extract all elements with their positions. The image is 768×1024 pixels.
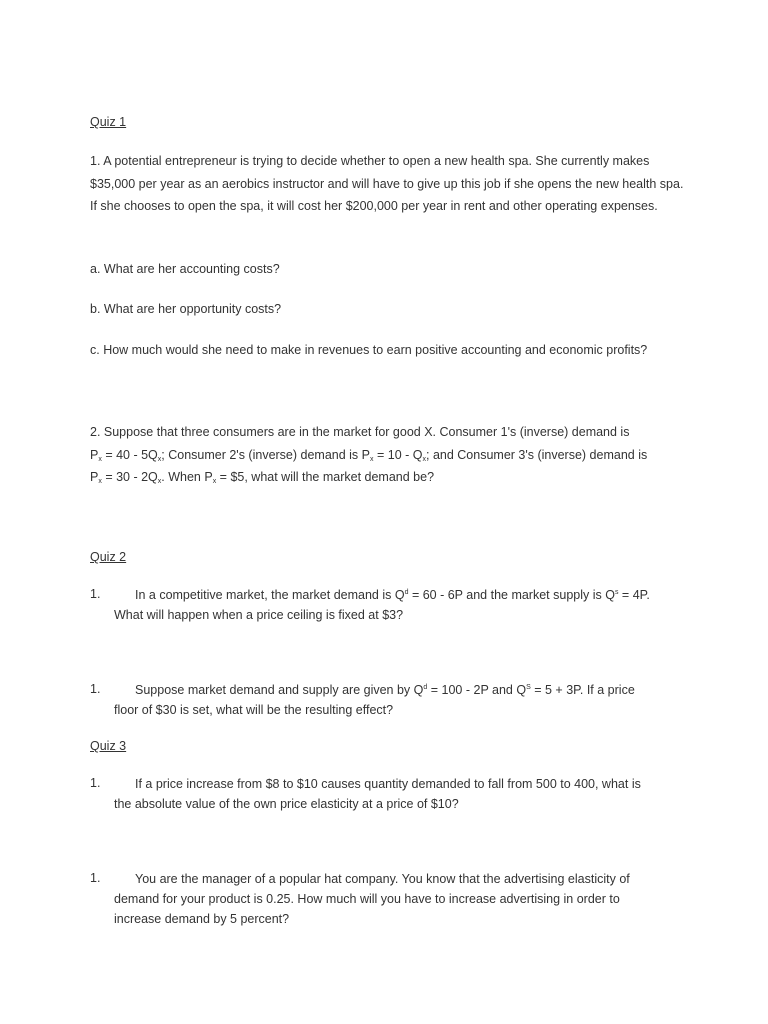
q2-p-symbol: P bbox=[90, 447, 99, 462]
q-superscript: S bbox=[526, 684, 531, 691]
q-line-2: floor of $30 is set, what will be the resulting effect? bbox=[114, 703, 394, 717]
q-part: = 60 - 6P and the market supply is Q bbox=[408, 588, 615, 602]
q-part: In a competitive market, the market demand is Q bbox=[135, 588, 405, 602]
q2-subscript: x bbox=[370, 455, 374, 463]
quiz-1-question-1a: a. What are her accounting costs? bbox=[90, 262, 280, 276]
q2-subscript: x bbox=[422, 455, 426, 463]
quiz-3-q1-text bbox=[114, 774, 694, 814]
q2-lead: 2. Suppose that three consumers are in the market for good X. Consumer 1's (inverse) demand is bbox=[90, 425, 630, 439]
q2-subscript: x bbox=[212, 478, 217, 485]
quiz-2-q2-text bbox=[114, 680, 694, 720]
q-line-1: You are the manager of a popular hat company. You know that the advertising elasticity of bbox=[135, 872, 630, 886]
q-line-2: demand for your product is 0.25. How much will you have to increase advertising in order to bbox=[114, 892, 620, 906]
q2-eq4: = $5, what will the market demand be? bbox=[216, 470, 435, 484]
q2-eq2: = 10 - Q bbox=[373, 447, 423, 462]
quiz-3-q1-number: 1. bbox=[90, 776, 101, 790]
q2-subscript: x bbox=[98, 478, 102, 485]
q2-p-symbol: P bbox=[90, 470, 99, 484]
q-superscript: d bbox=[404, 589, 409, 596]
q-part: = 100 - 2P and Q bbox=[427, 683, 527, 697]
quiz-2-q1-number: 1. bbox=[90, 587, 101, 601]
q2-eq3: = 30 - 2Q bbox=[101, 470, 158, 484]
q2-sep2: ; and Consumer 3's (inverse) demand is bbox=[426, 447, 648, 462]
q-superscript: s bbox=[614, 589, 619, 596]
q2-subscript: x bbox=[157, 478, 162, 485]
quiz-2-q1-text bbox=[114, 585, 694, 625]
quiz-3-q2-text bbox=[114, 869, 694, 929]
q-part: = 4P. bbox=[618, 588, 650, 602]
q-line-1: If a price increase from $8 to $10 causes quantity demanded to fall from 500 to 400, what is bbox=[135, 777, 641, 791]
q2-p-symbol: P bbox=[204, 470, 213, 484]
quiz-1-question-2-text bbox=[90, 421, 700, 489]
q-part: Suppose market demand and supply are given by Q bbox=[135, 683, 424, 697]
q2-sep3: . When bbox=[161, 470, 205, 484]
q-superscript: d bbox=[423, 684, 428, 691]
quiz-2-heading: Quiz 2 bbox=[90, 550, 127, 564]
quiz-1-question-1c: c. How much would she need to make in revenues to earn positive accounting and economic profits? bbox=[90, 343, 648, 357]
q2-sep1: ; Consumer 2's (inverse) demand is bbox=[161, 447, 362, 462]
q2-p-symbol: P bbox=[361, 447, 371, 462]
quiz-1-question-1-text: 1. A potential entrepreneur is trying to decide whether to open a new health spa. She currently makes $35,000 per year as an aerobics instructor and will have to give up this job if she opens the new health spa. If she chooses to open the spa, it will cost her $200,000 per year in rent and other operating expenses. bbox=[90, 154, 684, 213]
q-line-3: increase demand by 5 percent? bbox=[114, 912, 290, 926]
quiz-3-heading: Quiz 3 bbox=[90, 739, 127, 753]
q2-subscript: x bbox=[157, 455, 162, 463]
quiz-3-q2-number: 1. bbox=[90, 871, 101, 885]
q2-eq1: = 40 - 5Q bbox=[101, 447, 158, 462]
q-line-2: What will happen when a price ceiling is fixed at $3? bbox=[114, 608, 404, 622]
q-part: = 5 + 3P. If a price bbox=[530, 683, 635, 697]
q2-subscript: x bbox=[98, 455, 102, 463]
quiz-2-q2-number: 1. bbox=[90, 682, 101, 696]
quiz-1-heading: Quiz 1 bbox=[90, 115, 127, 129]
quiz-1-question-1b: b. What are her opportunity costs? bbox=[90, 302, 282, 316]
q-line-2: the absolute value of the own price elasticity at a price of $10? bbox=[114, 797, 459, 811]
